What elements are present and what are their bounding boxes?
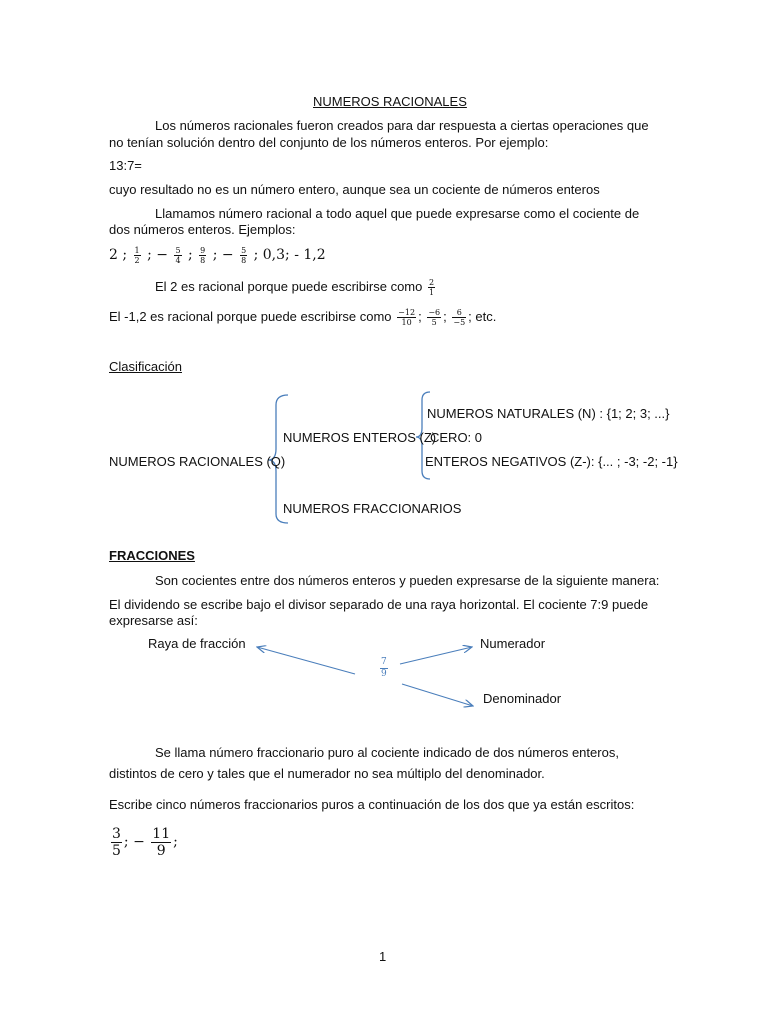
example-fraction-2: $\frac{5}{4}$: [175, 245, 181, 265]
label-raya-de-fraccion: Raya de fracción: [148, 636, 246, 651]
puro-examples: [109, 823, 178, 861]
example-fraction-1: $\frac{1}{2}$: [134, 245, 140, 265]
reason-2-fraction-3: $\frac{6}{-5}$: [453, 308, 466, 328]
intro-line-3: cuyo resultado no es un número entero, aunque sea un cociente de números enteros: [109, 182, 600, 197]
classification-root: NUMEROS RACIONALES (Q): [109, 454, 286, 469]
example-fraction-3: $\frac{9}{8}$: [200, 245, 206, 265]
intro-example: 13:7=: [109, 158, 142, 173]
diagram-denominator: 9: [381, 669, 387, 679]
arrow-to-numerador: [400, 647, 472, 664]
example-fraction-4: $\frac{5}{8}$: [241, 245, 247, 265]
classification-enteros: NUMEROS ENTEROS (Z): [283, 430, 437, 445]
diagram-numerator: 7: [381, 657, 387, 667]
clasificacion-heading: Clasificación: [109, 359, 182, 374]
classification-naturales: NUMEROS NATURALES (N) : {1; 2; 3; ...}: [427, 406, 670, 421]
arrow-to-denominador: [402, 684, 473, 706]
example-separator: ; −: [147, 247, 168, 263]
example-two: 2 ;: [109, 247, 128, 263]
puro-fraction-1: $\frac{3}{5}$: [112, 825, 121, 859]
arrow-to-raya: [257, 647, 355, 674]
classification-cero: CERO: 0: [430, 430, 483, 445]
page-number: 1: [379, 949, 387, 964]
reason-2-tail: ; etc.: [468, 309, 497, 324]
definition-line-2: dos números enteros. Ejemplos:: [109, 222, 296, 237]
intro-line-1: Los números racionales fueron creados para dar respuesta a ciertas operaciones que: [155, 118, 649, 133]
classification-fraccionarios: NUMEROS FRACCIONARIOS: [283, 501, 462, 516]
reason-2-text: El -1,2 es racional porque puede escribirse como: [109, 309, 392, 324]
puro-line-1: Se llama número fraccionario puro al cociente indicado de dos números enteros,: [155, 745, 619, 760]
label-denominador: Denominador: [483, 691, 562, 706]
classification-negativos: ENTEROS NEGATIVOS (Z-): {... ; -3; -2; -1}: [425, 454, 678, 469]
puro-separator: ;: [173, 834, 178, 850]
puro-fraction-2: $\frac{11}{9}$: [152, 825, 171, 859]
example-separator: ; −: [212, 247, 234, 263]
reason-2-separator: ;: [443, 309, 447, 324]
reason-2-separator: ;: [418, 309, 422, 324]
example-separator: ;: [187, 247, 193, 263]
fracciones-line-1: Son cocientes entre dos números enteros y pueden expresarse de la siguiente manera:: [155, 573, 660, 588]
definition-line-1: Llamamos número racional a todo aquel que puede expresarse como el cociente de: [155, 206, 640, 221]
reason-2-fraction-1: $\frac{-12}{10}$: [398, 308, 416, 328]
puro-separator: ; −: [123, 834, 145, 850]
label-numerador: Numerador: [480, 636, 546, 651]
reason-1-fraction: $\frac{2}{1}$: [429, 278, 435, 298]
fracciones-line-2: El dividendo se escribe bajo el divisor separado de una raya horizontal. El cociente 7:9 puede: [109, 597, 649, 612]
reason-1-text: El 2 es racional porque puede escribirse como: [155, 279, 423, 294]
puro-line-2: distintos de cero y tales que el numerador no sea múltiplo del denominador.: [109, 766, 545, 781]
puro-exercise: Escribe cinco números fraccionarios puros a continuación de los dos que ya están escritos:: [109, 797, 635, 812]
reason-2-fraction-2: $\frac{-6}{5}$: [428, 308, 441, 328]
fracciones-line-3: expresarse así:: [109, 613, 198, 628]
page-title: NUMEROS RACIONALES: [313, 94, 467, 109]
example-tail: ; 0,3; - 1,2: [253, 247, 326, 263]
fracciones-heading: FRACCIONES: [109, 548, 195, 563]
intro-line-2: no tenían solución dentro del conjunto de los números enteros. Por ejemplo:: [109, 135, 549, 150]
